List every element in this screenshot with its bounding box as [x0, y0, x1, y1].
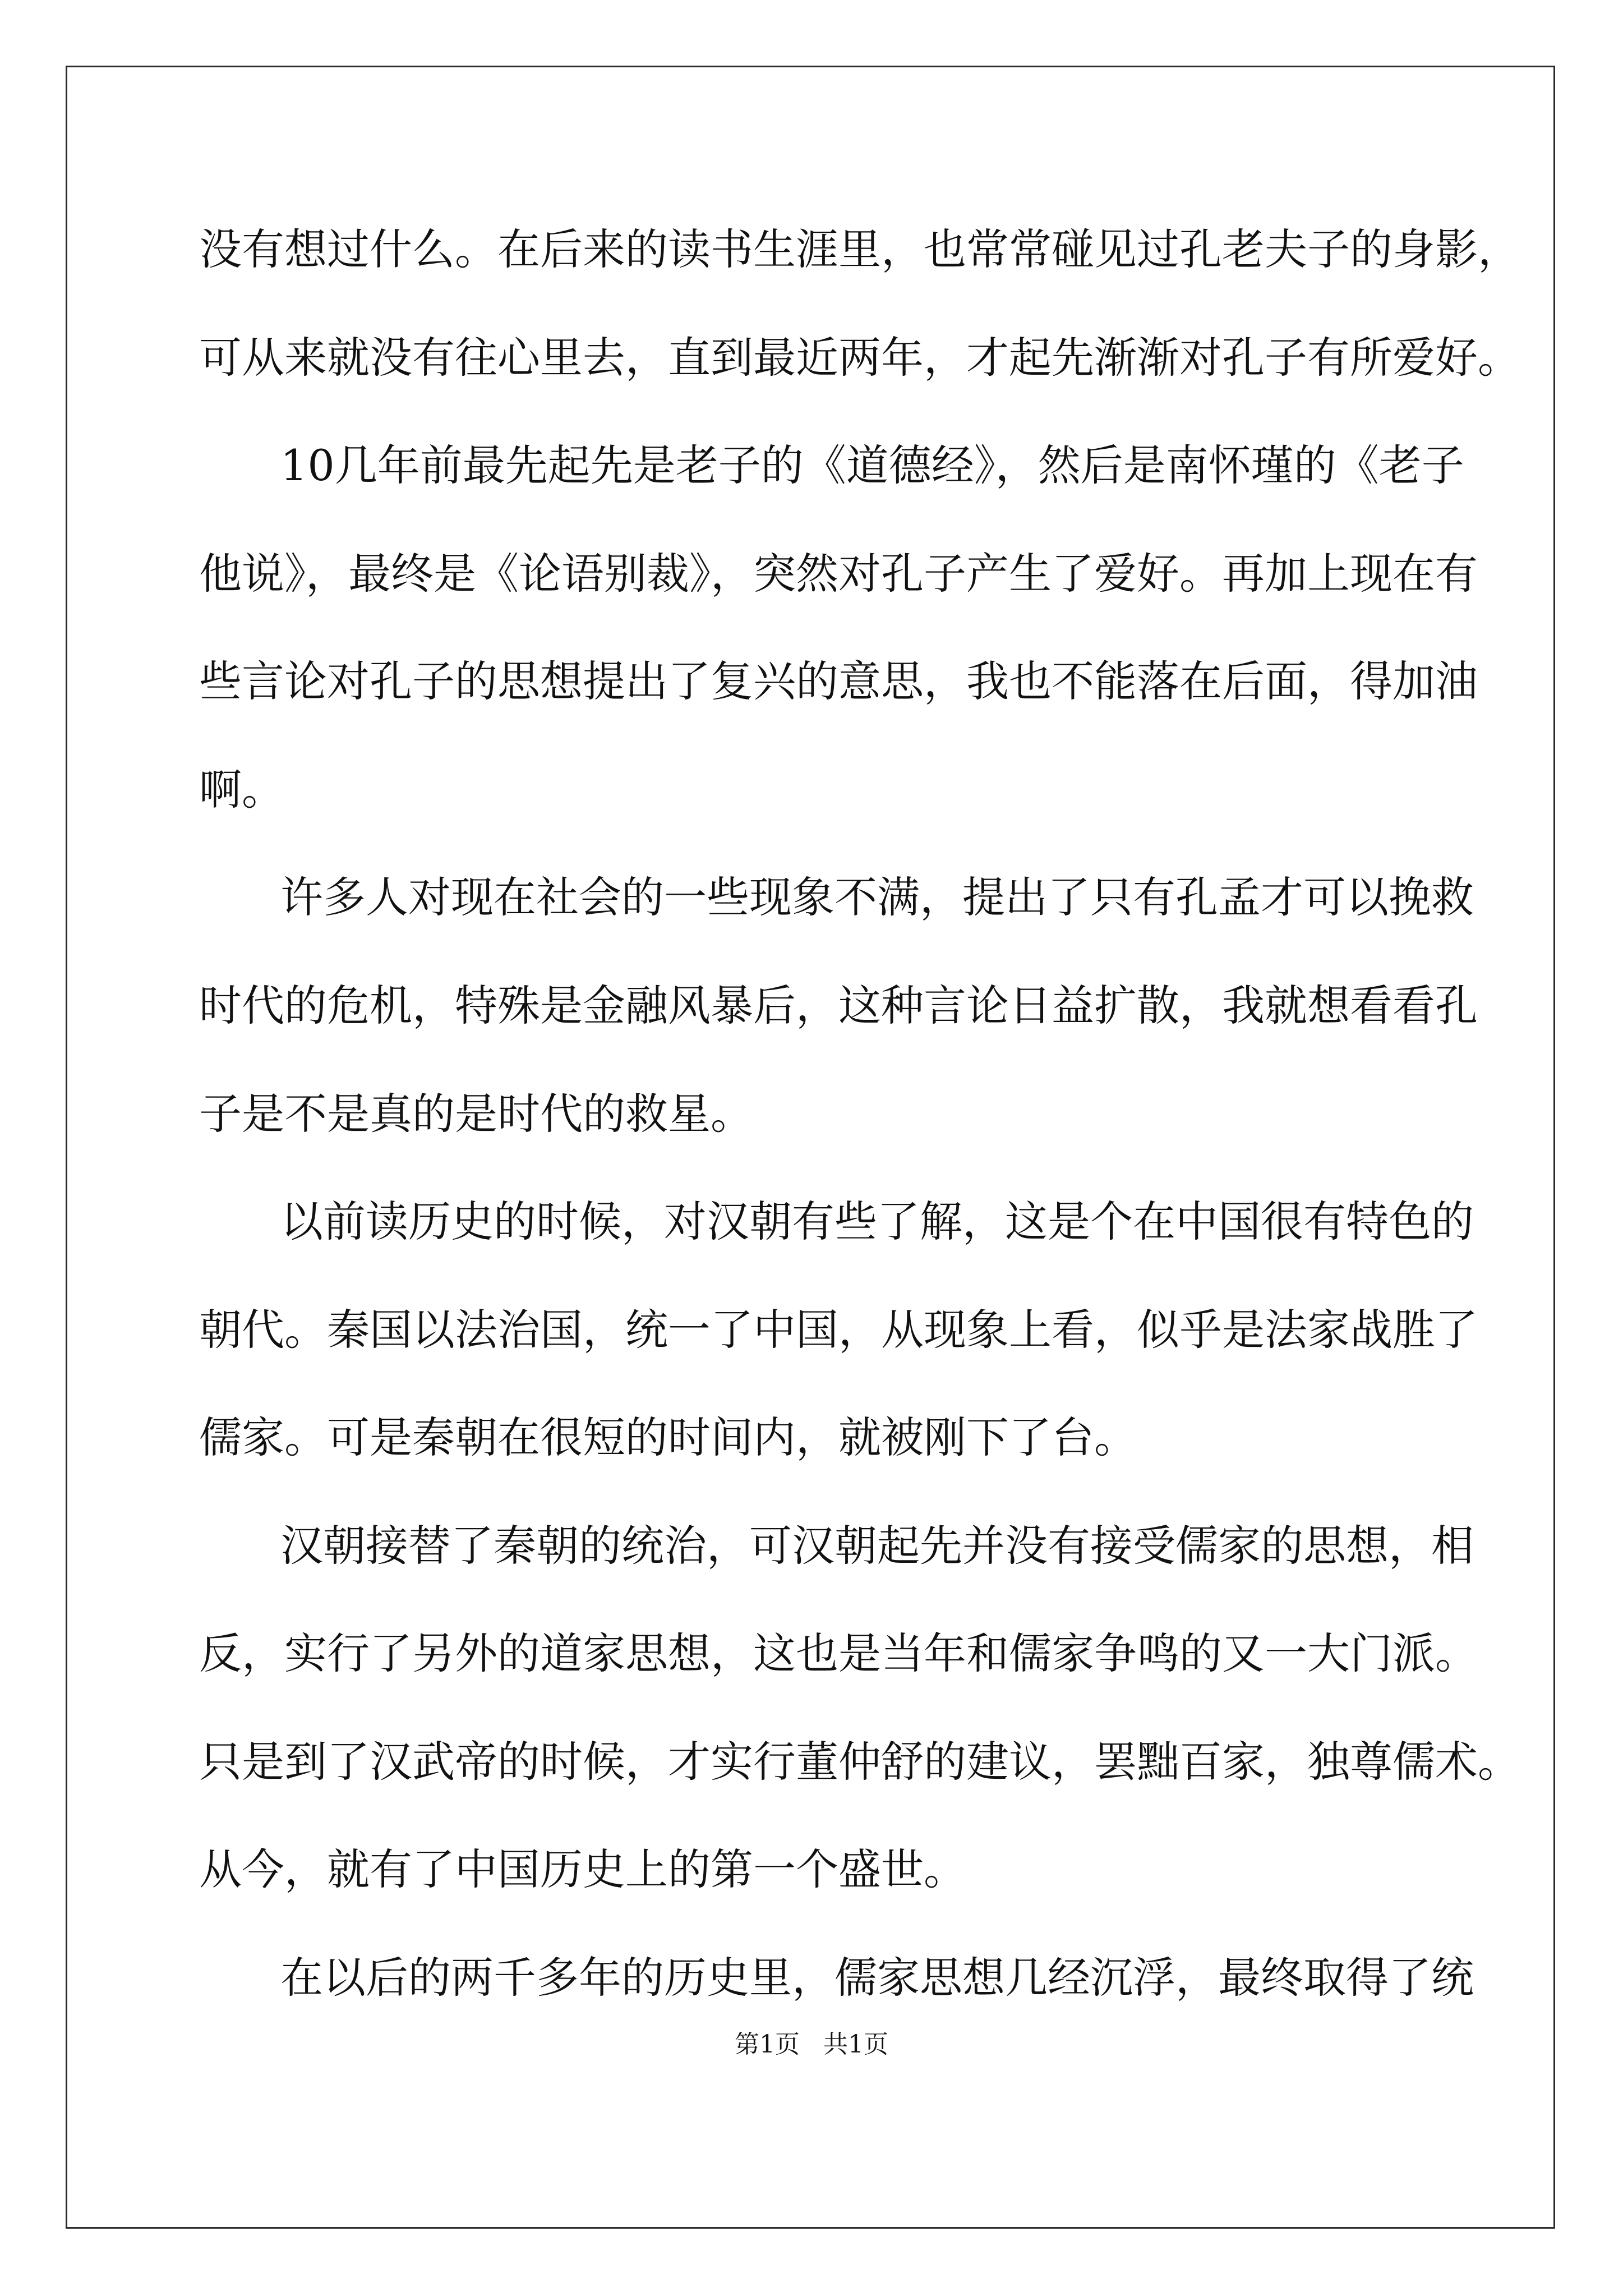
page-number-footer: 第1页 共1页: [735, 2030, 888, 2059]
paragraph-line: 他说》，最终是《论语别裁》，突然对孔子产生了爱好。再加上现在有: [199, 549, 1478, 599]
paragraph-line: 以前读历史的时候，对汉朝有些了解，这是个在中国很有特色的: [280, 1197, 1474, 1246]
paragraph-line: 子是不是真的是时代的救星。: [199, 1089, 753, 1139]
paragraph-line: 儒家。可是秦朝在很短的时间内，就被刚下了台。: [199, 1412, 1137, 1462]
paragraph-line: 啊。: [199, 765, 284, 815]
paragraph-line: 许多人对现在社会的一些现象不满，提出了只有孔孟才可以挽救: [280, 872, 1474, 922]
paragraph-line: 只是到了汉武帝的时候，才实行董仲舒的建议，罢黜百家，独尊儒术。: [199, 1737, 1520, 1787]
paragraph-line: 汉朝接替了秦朝的统治，可汉朝起先并没有接受儒家的思想，相: [280, 1521, 1474, 1571]
paragraph-line: 反，实行了另外的道家思想，这也是当年和儒家争鸣的又一大门派。: [199, 1628, 1478, 1678]
paragraph-line: 朝代。秦国以法治国，统一了中国，从现象上看，似乎是法家战胜了: [199, 1305, 1478, 1355]
paragraph-line: 时代的危机，特殊是金融风暴后，这种言论日益扩散，我就想看看孔: [199, 981, 1478, 1030]
paragraph-line: 在以后的两千多年的历史里，儒家思想几经沉浮，最终取得了统: [280, 1953, 1474, 2003]
paragraph-line: 没有想过什么。在后来的读书生涯里，也常常碰见过孔老夫子的身影，: [199, 224, 1520, 274]
paragraph-line: 可从来就没有往心里去，直到最近两年，才起先渐渐对孔子有所爱好。: [199, 333, 1520, 383]
page-border: [66, 66, 1555, 2229]
paragraph-line: 从今，就有了中国历史上的第一个盛世。: [199, 1844, 966, 1894]
paragraph-line: 些言论对孔子的思想提出了复兴的意思，我也不能落在后面，得加油: [199, 656, 1478, 706]
paragraph-line: 10几年前最先起先是老子的《道德经》，然后是南怀瑾的《老子: [280, 440, 1464, 490]
